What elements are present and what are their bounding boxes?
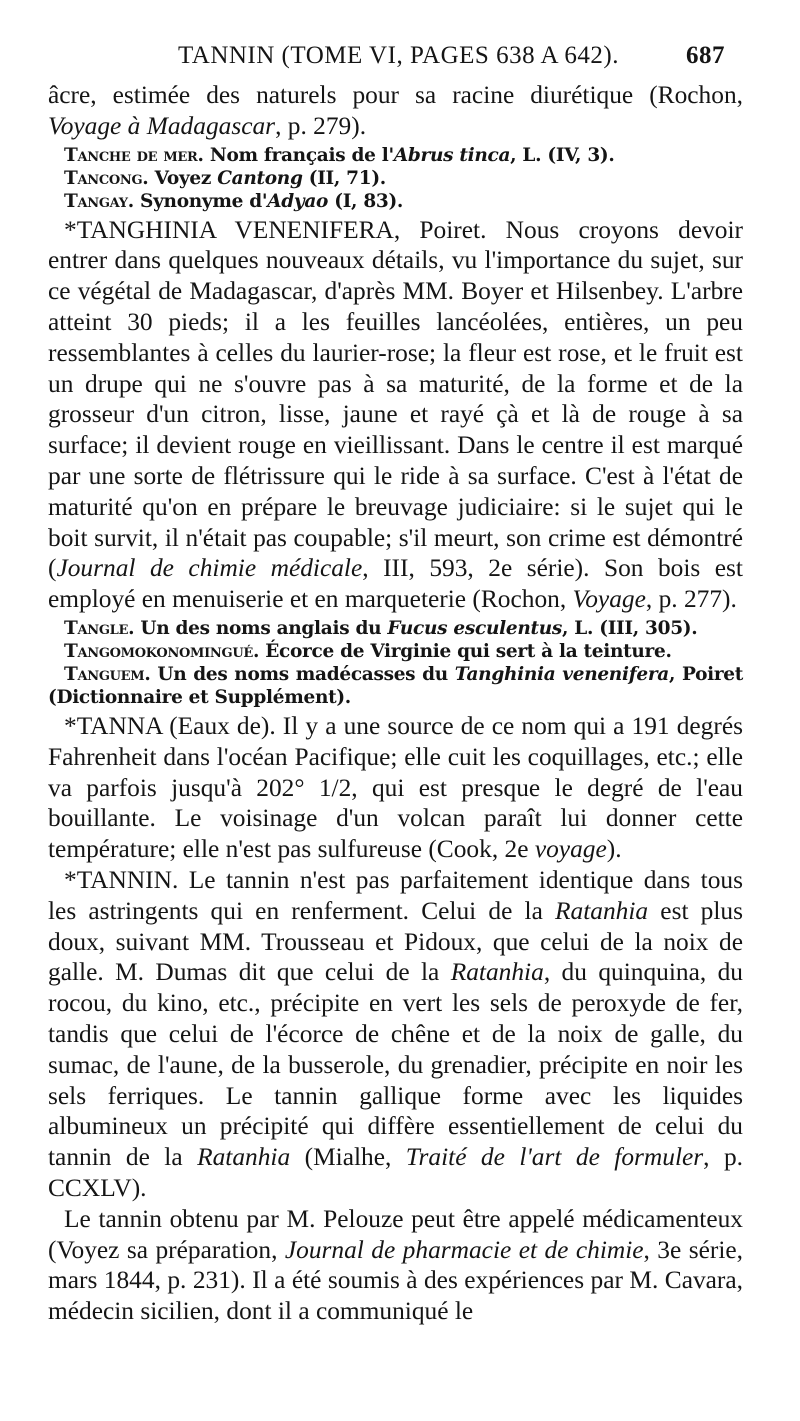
entry-tanna: *TANNA (Eaux de). Il y a une source de ce nom qui a 191 degrés Fahrenheit dans l'océan Pacifique; elle cuit les coquillages, etc.; elle va parfois jusqu'à 202° 1/2, qui est presque le degré de l'eau bouillante. Le voisinage d'un volcan paraît lui donner cette température; elle n'est pas sulfureuse (Cook, 2e voyage).: [48, 711, 743, 864]
entry-head: Tancong.: [64, 167, 149, 189]
entry-tangle: Tangle. Un des noms anglais du Fucus esculentus, L. (III, 305).: [64, 617, 698, 639]
entry-tangomokonomingue: Tangomokonomingué. Écorce de Virginie qui sert à la teinture.: [64, 640, 672, 662]
entry-tanguem: Tanguem. Un des noms madécasses du Tanghinia venenifera, Poiret (Dictionnaire et Supplément).: [48, 663, 743, 708]
entry-tannin: *TANNIN. Le tannin n'est pas parfaitement identique dans tous les astringents qui en renferment. Celui de la Ratanhia est plus doux, suivant MM. Trousseau et Pidoux, que celui de la noix de galle. M. Dumas dit que celui de la Ratanhia, du quinquina, du rocou, du kino, etc., précipite en vert les sels de peroxyde de fer, tandis que celui de l'écorce de chêne et de la noix de galle, du sumac, de l'aune, de la busserole, du grenadier, précipite en noir les sels ferriques. Le tannin gallique forme avec les liquides albumineux un précipité qui diffère essentiellement de celui du tannin de la Ratanhia (Mialhe, Traité de l'art de formuler, p. CCXLV).: [48, 865, 743, 1202]
entry-head: Tangle.: [64, 617, 135, 639]
entry-tanghinia: *TANGHINIA VENENIFERA, Poiret. Nous croyons devoir entrer dans quelques nouveaux détails, vu l'importance du sujet, sur ce végétal de Madagascar, d'après MM. Boyer et Hilsenbey. L'arbre atteint 30 pieds; il a les feuilles lancéolées, entières, un peu ressemblantes à celles du laurier-rose; la fleur est rose, et le fruit est un drupe qui ne s'ouvre pas à sa maturité, de la forme et de la grosseur d'un citron, lisse, jaune et rayé çà et là de rouge à sa surface; il devient rouge en vieillissant. Dans le centre il est marqué par une sorte de flétrissure qui le ride à sa surface. C'est à l'état de maturité qu'on en prépare le breuvage judiciaire: si le sujet qui le boit survit, il n'était pas coupable; s'il meurt, son crime est démontré (Journal de chimie médicale, III, 593, 2e série). Son bois est employé en menuiserie et en marqueterie (Rochon, Voyage, p. 277).: [48, 215, 743, 614]
entry-tangay: Tangay. Synonyme d'Adyao (I, 83).: [64, 190, 404, 212]
entry-head: Tanguem.: [64, 663, 151, 685]
page-body: [48, 80, 743, 1327]
entry-tanche-de-mer: Tanche de mer. Nom français de l'Abrus tinca, L. (IV, 3).: [64, 144, 615, 166]
paragraph-continuation: âcre, estimée des naturels pour sa racine diurétique (Rochon, Voyage à Madagascar, p. 279).: [48, 81, 743, 140]
entry-head: Tangay.: [64, 190, 134, 212]
running-title: TANNIN (TOME VI, PAGES 638 A 642).: [178, 42, 619, 69]
page-number: 687: [686, 42, 725, 69]
entry-tancong: Tancong. Voyez Cantong (II, 71).: [64, 167, 386, 189]
paragraph-tannin-pelouze: Le tannin obtenu par M. Pelouze peut être appelé médicamenteux (Voyez sa préparation, Journal de pharmacie et de chimie, 3e série, mars 1844, p. 231). Il a été soumis à des expériences par M. Cavara, médecin sicilien, dont il a communiqué le: [48, 1204, 743, 1326]
entry-head: Tanche de mer.: [64, 144, 204, 166]
entry-head: Tangomokonomingué.: [64, 640, 260, 662]
running-header: [0, 42, 800, 78]
